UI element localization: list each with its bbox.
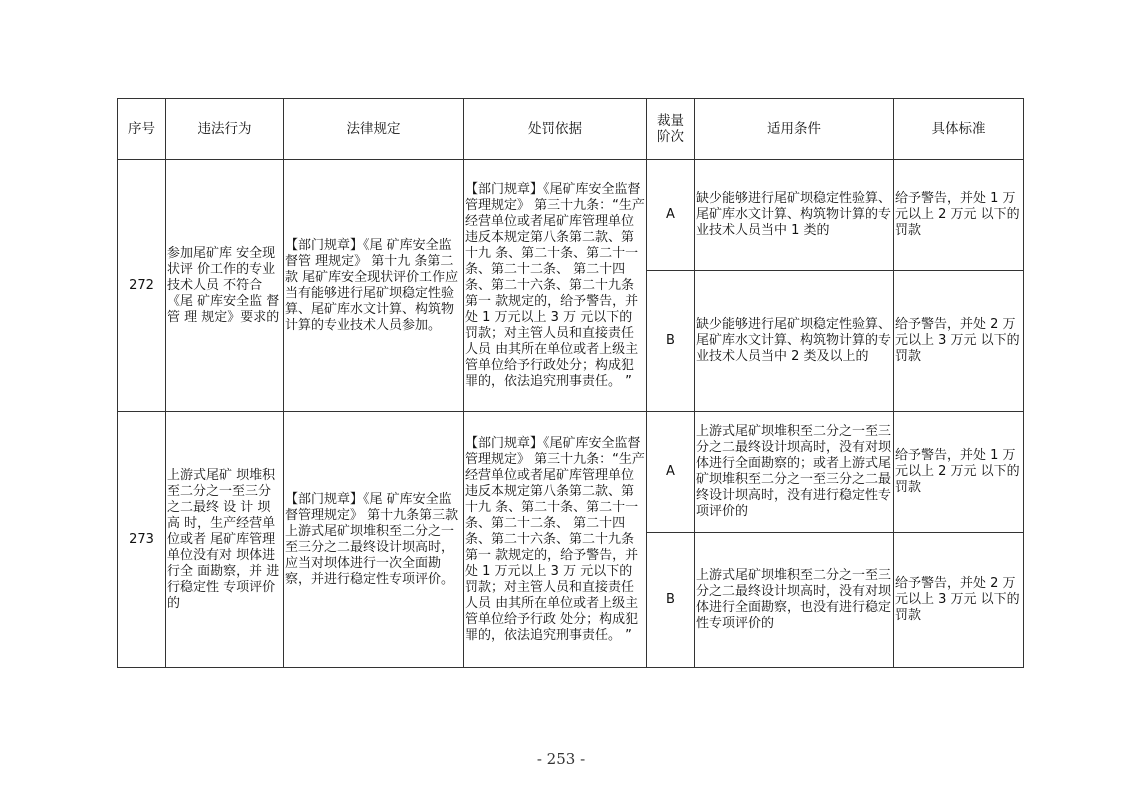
row-seq: 273 — [118, 412, 166, 668]
page-number: - 253 - — [536, 750, 586, 768]
row-standard: 给予警告，并处 1 万元以上 2 万元 以下的罚款 — [894, 412, 1024, 533]
row-law: 【部门规章】《尾 矿库安全监督管 理规定》 第十九 条第二款 尾矿库安全现状评价工作应当有能够进行尾矿坝稳定性验算、尾矿库水文计算、构筑物计算的专业技术人员参加。 — [284, 160, 464, 412]
row-basis: 【部门规章】《尾矿库安全监督管理规定》 第三十九条：“生产经营单位或者尾矿库管理单位违反本规定第八条第二款、第十九 条、第二十条、第二十一条、第二十二条、 第二十四条、第二十六条、第二十九条第一 款规定的，给予警告，并处 1 万元以上 3 万 元以下的罚款；对主管人员和直接责任人员 由其所在单位或者上级主管单位给予行政处分；构成犯罪的，依法追究刑事责任。 ” — [464, 160, 647, 412]
table-row — [118, 160, 1024, 271]
table-header-row — [118, 99, 1024, 160]
row-level: B — [647, 271, 695, 412]
header-seq: 序号 — [118, 99, 166, 160]
row-basis: 【部门规章】《尾矿库安全监督管理规定》 第三十九条：“生产经营单位或者尾矿库管理单位违反本规定第八条第二款、第十九 条、第二十条、第二十一条、第二十二条、 第二十四条、第二十六条、第二十九条第一 款规定的，给予警告，并处 1 万元以上 3 万 元以下的罚款；对主管人员和直接责任人员 由其所在单位或者上级主管单位给予行政 处分；构成犯罪的，依法追究刑事责任。 ” — [464, 412, 647, 668]
header-basis: 处罚依据 — [464, 99, 647, 160]
row-behavior: 参加尾矿库 安全现状评 价工作的专业技术人员 不符合《尾 矿库安全监 督 管 理 规定》要求的 — [166, 160, 284, 412]
row-law: 【部门规章】《尾 矿库安全监督管理规定》 第十九条第三款 上游式尾矿坝堆积至二分之一至三分之二最终设计坝高时，应当对坝体进行一次全面勘察，并进行稳定性专项评价。 — [284, 412, 464, 668]
header-standard: 具体标准 — [894, 99, 1024, 160]
row-seq: 272 — [118, 160, 166, 412]
row-standard: 给予警告，并处 2 万元以上 3 万元 以下的罚款 — [894, 271, 1024, 412]
row-behavior: 上游式尾矿 坝堆积至二分之一至三分之二最终 设 计 坝 高 时，生产经营单位或者 尾矿库管理 单位没有对 坝体进行全 面勘察，并 进行稳定性 专项评价的 — [166, 412, 284, 668]
row-level: A — [647, 412, 695, 533]
header-condition: 适用条件 — [695, 99, 894, 160]
header-level: 裁量 阶次 — [647, 99, 695, 160]
header-law: 法律规定 — [284, 99, 464, 160]
header-behavior: 违法行为 — [166, 99, 284, 160]
row-level: A — [647, 160, 695, 271]
row-standard: 给予警告，并处 1 万元以上 2 万元 以下的罚款 — [894, 160, 1024, 271]
row-condition: 上游式尾矿坝堆积至二分之一至三 分之二最终设计坝高时，没有对坝 体进行全面勘察，也没有进行稳定性专项评价的 — [695, 533, 894, 668]
row-condition: 缺少能够进行尾矿坝稳定性验算、 尾矿库水文计算、构筑物计算的专 业技术人员当中 1 类的 — [695, 160, 894, 271]
table-row — [118, 412, 1024, 533]
row-condition: 缺少能够进行尾矿坝稳定性验算、 尾矿库水文计算、构筑物计算的专 业技术人员当中 2 类及以上的 — [695, 271, 894, 412]
row-condition: 上游式尾矿坝堆积至二分之一至三 分之二最终设计坝高时，没有对坝体进行全面勘察的；或者上游式尾 矿坝堆积至二分之一至三分之二最 终设计坝高时，没有进行稳定性专项评价的 — [695, 412, 894, 533]
row-standard: 给予警告，并处 2 万元以上 3 万元 以下的罚款 — [894, 533, 1024, 668]
penalty-standard-table — [117, 98, 1024, 668]
row-level: B — [647, 533, 695, 668]
